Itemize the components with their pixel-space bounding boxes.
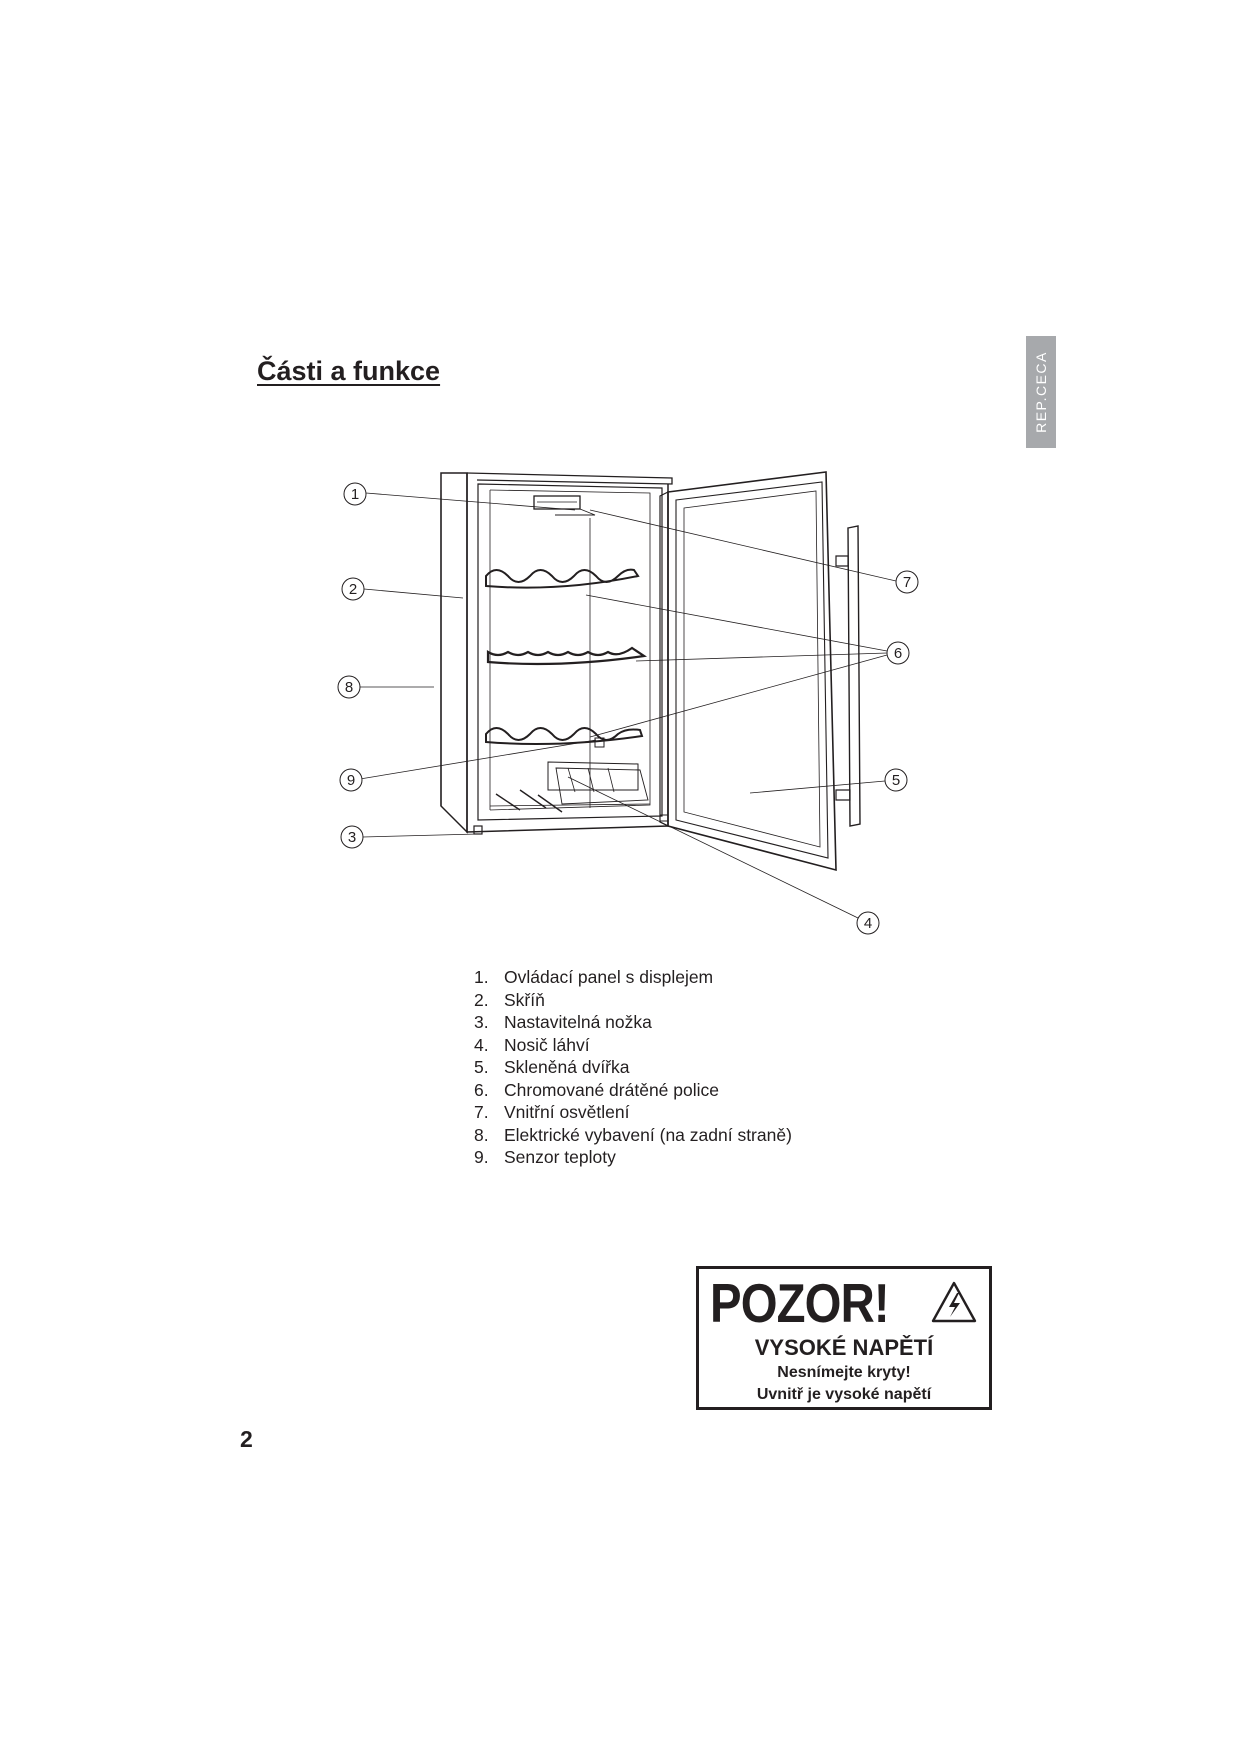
callouts [338, 483, 918, 934]
bottle-rack [548, 762, 638, 790]
callout-label-3: 3 [347, 829, 357, 846]
adjustable-foot [474, 826, 482, 834]
warning-line-2: Uvnitř je vysoké napětí [756, 1386, 932, 1403]
language-side-tab [1026, 336, 1056, 448]
list-item: 1. Ovládací panel s displejem [474, 967, 714, 987]
list-item: 5. Skleněná dvířka [474, 1057, 630, 1077]
list-item: 4. Nosič láhví [474, 1034, 590, 1055]
callout-label-8: 8 [344, 679, 354, 696]
page-title: Části a funkce [257, 356, 441, 386]
callout-label-4: 4 [863, 915, 873, 932]
side-tab-label: REP.CECA [1033, 351, 1049, 433]
parts-list [474, 966, 792, 1169]
callout-label-9: 9 [346, 772, 356, 789]
callout-label-1: 1 [350, 486, 360, 503]
list-item: 7. Vnitřní osvětlení [474, 1102, 630, 1122]
glass-door [668, 472, 836, 870]
list-item: 6. Chromované drátěné police [474, 1079, 719, 1100]
high-voltage-warning-icon [930, 1280, 978, 1324]
cabinet-top [467, 473, 672, 484]
cabinet-outline [441, 473, 467, 832]
callout-label-5: 5 [891, 772, 901, 789]
wine-cooler-diagram [320, 460, 940, 950]
callout-label-6: 6 [893, 645, 903, 662]
callout-label-7: 7 [902, 574, 912, 591]
list-item: 3. Nastavitelná nožka [474, 1012, 652, 1032]
page-number: 2 [240, 1426, 253, 1452]
warning-title: POZOR! [710, 1272, 889, 1334]
list-item: 9. Senzor teploty [474, 1147, 616, 1167]
high-voltage-warning-box [696, 1266, 992, 1410]
wire-shelf-2 [488, 648, 644, 664]
callout-label-2: 2 [348, 581, 358, 598]
warning-subtitle: VYSOKÉ NAPĚTÍ [754, 1335, 934, 1360]
wire-shelf-3 [486, 728, 642, 744]
list-item: 2. Skříň [474, 989, 545, 1010]
warning-line-1: Nesnímejte kryty! [777, 1364, 911, 1381]
wire-shelf-1 [486, 570, 638, 588]
list-item: 8. Elektrické vybavení (na zadní straně) [474, 1124, 792, 1145]
